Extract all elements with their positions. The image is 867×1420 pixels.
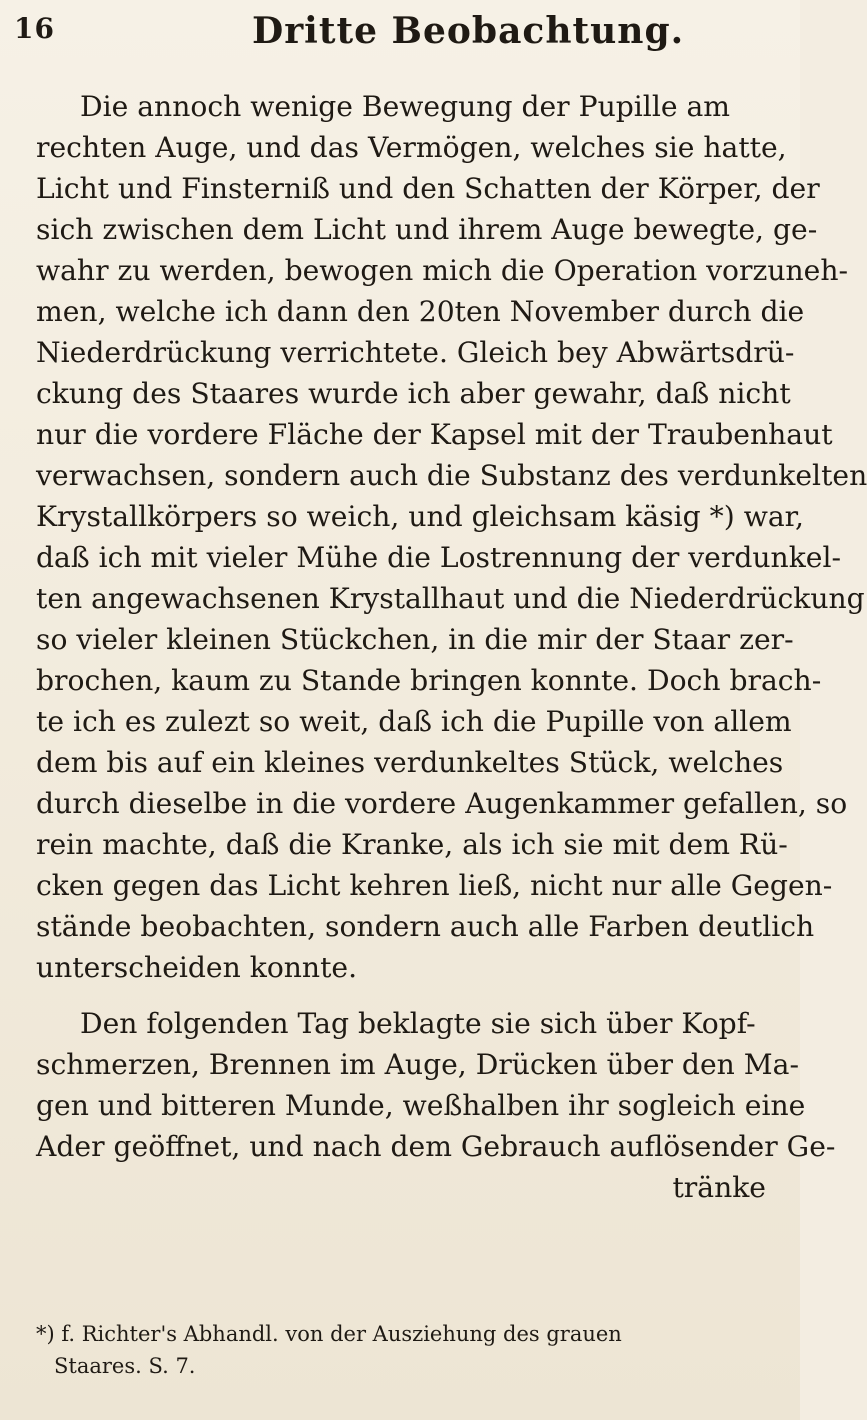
text-line: verwachsen, sondern auch die Substanz des verdunkelten xyxy=(36,459,867,492)
body-text xyxy=(36,86,867,1208)
text-line: rein machte, daß die Kranke, als ich sie mit dem Rü- xyxy=(36,828,788,861)
text-line: so vieler kleinen Stückchen, in die mir der Staar zer- xyxy=(36,623,794,656)
text-line: Niederdrückung verrichtete. Gleich bey Abwärtsdrü- xyxy=(36,336,795,369)
text-line: cken gegen das Licht kehren ließ, nicht nur alle Gegen- xyxy=(36,869,833,902)
text-line: rechten Auge, und das Vermögen, welches sie hatte, xyxy=(36,131,787,164)
footnote-line: Staares. S. 7. xyxy=(54,1354,196,1378)
page-number: 16 xyxy=(14,12,55,45)
footnote xyxy=(36,1318,766,1382)
text-line: ckung des Staares wurde ich aber gewahr, daß nicht xyxy=(36,377,791,410)
paragraph-gap xyxy=(36,988,766,1003)
text-line: Licht und Finsterniß und den Schatten der Körper, der xyxy=(36,172,820,205)
text-line: ten angewachsenen Krystallhaut und die Niederdrückung xyxy=(36,582,865,615)
text-line: stände beobachten, sondern auch alle Farben deutlich xyxy=(36,910,815,943)
text-line: Ader geöffnet, und nach dem Gebrauch auflösender Ge- xyxy=(36,1130,836,1163)
text-line: nur die vordere Fläche der Kapsel mit der Traubenhaut xyxy=(36,418,833,451)
text-line: wahr zu werden, bewogen mich die Operation vorzuneh- xyxy=(36,254,849,287)
text-line: daß ich mit vieler Mühe die Lostrennung der verdunkel- xyxy=(36,541,841,574)
text-line: te ich es zulezt so weit, daß ich die Pupille von allem xyxy=(36,705,792,738)
text-line: unterscheiden konnte. xyxy=(36,951,358,984)
text-line: gen und bitteren Munde, weßhalben ihr sogleich eine xyxy=(36,1089,806,1122)
text-line: men, welche ich dann den 20ten November durch die xyxy=(36,295,805,328)
text-line: durch dieselbe in die vordere Augenkammer gefallen, so xyxy=(36,787,848,820)
running-title: Dritte Beobachtung. xyxy=(252,10,685,52)
text-line: sich zwischen dem Licht und ihrem Auge bewegte, ge- xyxy=(36,213,818,246)
text-line: Krystallkörpers so weich, und gleichsam käsig *) war, xyxy=(36,500,804,533)
text-line: Die annoch wenige Bewegung der Pupille am xyxy=(80,90,731,123)
text-line: Den folgenden Tag beklagte sie sich über Kopf- xyxy=(80,1007,756,1040)
text-line: dem bis auf ein kleines verdunkeltes Stück, welches xyxy=(36,746,784,779)
footnote-line: *) f. Richter's Abhandl. von der Ausziehung des grauen xyxy=(36,1322,622,1346)
page-header xyxy=(14,10,770,66)
text-line: brochen, kaum zu Stande bringen konnte. Doch brach- xyxy=(36,664,822,697)
text-line: schmerzen, Brennen im Auge, Drücken über den Ma- xyxy=(36,1048,799,1081)
catchword: tränke xyxy=(672,1171,766,1204)
